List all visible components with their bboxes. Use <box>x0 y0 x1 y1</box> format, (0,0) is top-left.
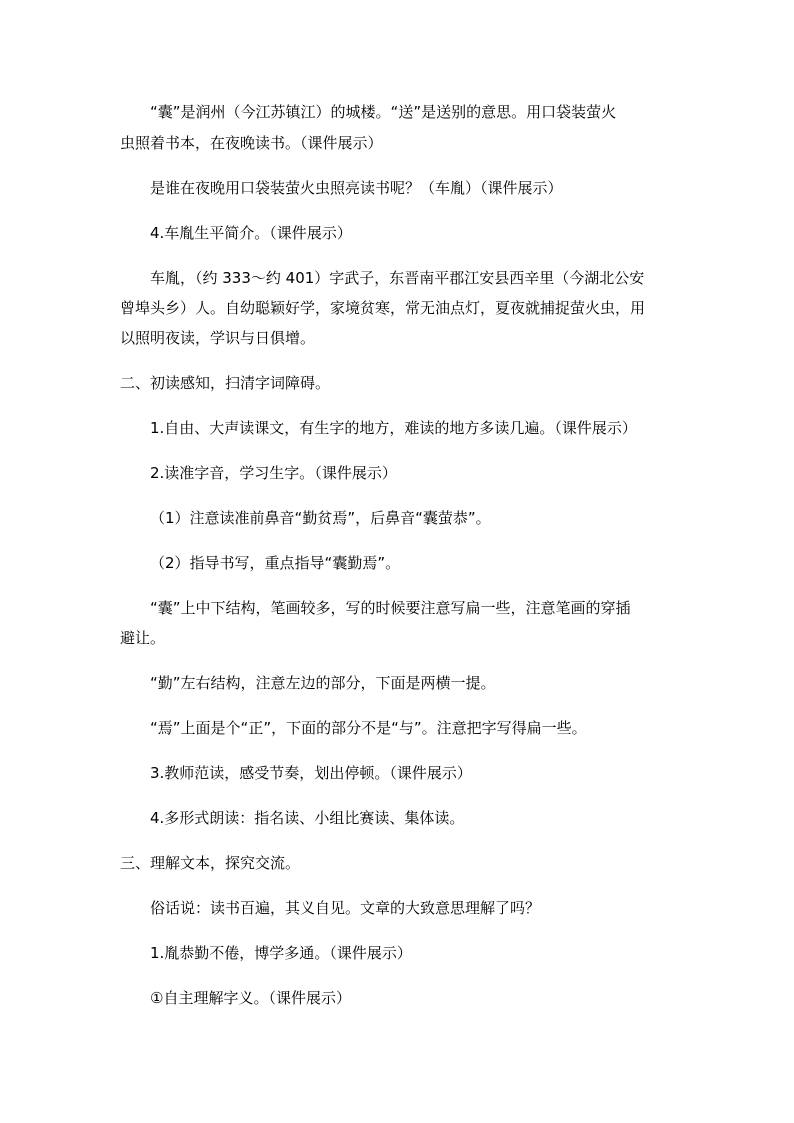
paragraph-line: 1.胤恭勤不倦，博学多通。（课件展示） <box>150 944 412 962</box>
section-heading: 二、初读感知，扫清字词障碍。 <box>120 374 331 392</box>
paragraph-line: 虫照着书本，在夜晚读书。（课件展示） <box>120 134 383 152</box>
paragraph-line: “囊”是润州（今江苏镇江）的城楼。“送”是送别的意思。用口袋装萤火 <box>150 103 617 121</box>
paragraph-line: 1.自由、大声读课文，有生字的地方，难读的地方多读几遍。（课件展示） <box>150 419 637 437</box>
paragraph-line: ①自主理解字义。（课件展示） <box>150 989 351 1007</box>
paragraph-line: 避让。 <box>120 629 166 647</box>
paragraph-line: 俗话说：读书百遍，其义自见。文章的大致意思理解了吗？ <box>150 899 541 917</box>
paragraph-line: 曾埠头乡）人。自幼聪颖好学，家境贫寒，常无油点灯，夏夜就捕捉萤火虫，用 <box>120 299 646 317</box>
paragraph-line: （2）指导书写，重点指导“囊勤焉”。 <box>150 554 401 572</box>
paragraph-line: “囊”上中下结构，笔画较多，写的时候要注意写扁一些，注意笔画的穿插 <box>150 599 631 617</box>
paragraph-line: “勤”左右结构，注意左边的部分，下面是两横一提。 <box>150 674 496 692</box>
section-heading: 三、理解文本，探究交流。 <box>120 854 301 872</box>
paragraph-line: （1）注意读准前鼻音“勤贫焉”，后鼻音“囊萤恭”。 <box>150 509 491 527</box>
paragraph-line: 是谁在夜晚用口袋装萤火虫照亮读书呢？（车胤）（课件展示） <box>150 179 563 197</box>
paragraph-line: 以照明夜读，学识与日俱增。 <box>120 329 316 347</box>
paragraph-line: “焉”上面是个“正”，下面的部分不是“与”。注意把字写得扁一些。 <box>150 719 587 737</box>
paragraph-line: 车胤，（约 333～约 401）字武子，东晋南平郡江安县西辛里（今湖北公安 <box>150 269 645 287</box>
paragraph-line: 2.读准字音，学习生字。（课件展示） <box>150 464 397 482</box>
paragraph-line: 4.车胤生平简介。（课件展示） <box>150 224 352 242</box>
paragraph-line: 3.教师范读，感受节奏，划出停顿。（课件展示） <box>150 764 472 782</box>
paragraph-line: 4.多形式朗读：指名读、小组比赛读、集体读。 <box>150 809 465 827</box>
